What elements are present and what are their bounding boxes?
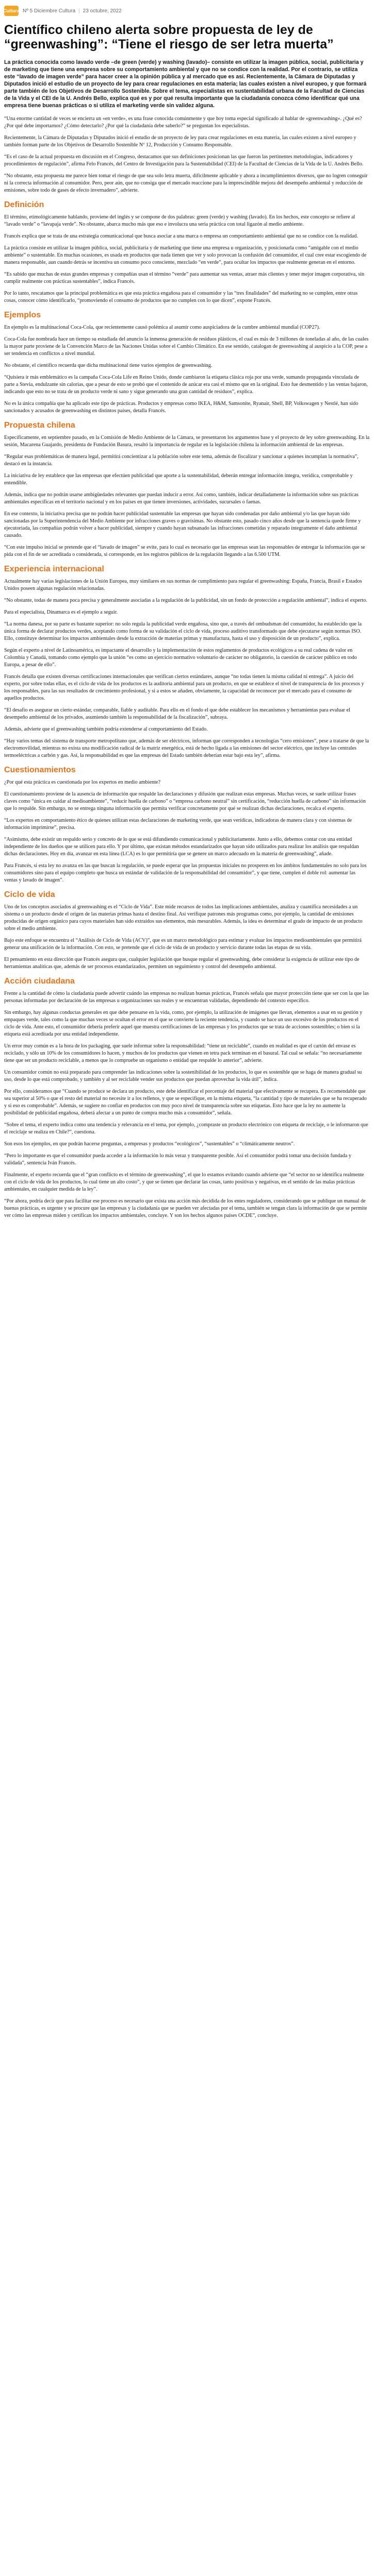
body-paragraph: Bajo este enfoque se encuentra el “Análisis de Ciclo de Vida (ACV)”, que es un marco metodológico para estimar y evaluar los impactos medioambientales que permitirá generar una unificación de la información. Con esto, se pretende que el ciclo de vida de un producto y servicio durante todas las etapas de su vida.	[4, 938, 362, 951]
article-body	[0, 23, 374, 1219]
section-heading: Ejemplos	[4, 311, 41, 319]
body-paragraph: Finalmente, el experto recuerda que el “gran conflicto es el término de greenwashing”, el que lo estamos evitando cuando advierte que “el sector no se identifica realmente con el ciclo de vida de los productos, lo cual tiene un alto costo”, y que se tienen que declarar las cosas, tanto positivas y negativas, en el sentido de las malas prácticas ambientales, en cualquier medida de la ley”.	[4, 1172, 364, 1192]
body-paragraph: “La norma danesa, por su parte es bastante superior: no solo regula la publicidad verde engañosa, sino que, a través del ombudsman del consumidor, ha establecido que la única forma de declarar productos verdes, aceptando como forma de su validación el ciclo de vida, proceso auditivo transformado que debe ejecutarse según normas ISO. Ello, constituye determinar los impactos ambientales desde la extracción de materias primas y manufactura, hasta el uso y disposición de un producto”, explica.	[4, 621, 362, 641]
body-paragraph: ¿Por qué esta práctica es cuestionada por los expertos en medio ambiente?	[4, 779, 160, 785]
body-paragraph: Son esos los ejemplos, en que podrán hacerse preguntas, a empresas y productos “ecológicos”, “sustentables” o “climáticamente neutros”.	[4, 1141, 295, 1147]
body-paragraph: En ese contexto, la iniciativa precisa que no podrán hacer publicidad sustentable las empresas que hayan sido condenadas por daño ambiental y/o las que hayan sido sancionadas por la Superintendencia del Medio Ambiente por infracciones graves o gravísimas. No obstante esto, pasado cinco años desde que la sentencia quede firme y ejecutoriada, las compañías podrán volver a hacer publicidad, siempre y cuando hayan subsanado las infracciones cometidas y reparado íntegramente el daño ambiental causado.	[4, 511, 361, 538]
body-paragraph: Para Francés, si esta ley no avanza en las que buscan la regulación, se puede esperar que las propuestas iniciales no prosperen en los ámbitos fundamentales no solo para los consumidores sino para el equipo completo que busca un estándar de validación de la responsabilidad del consumidor”, y que tiene, cumplen el doble rol: aumentar las ventas y lavado de imagen”.	[4, 863, 367, 883]
body-paragraph: Recientemente, la Cámara de Diputadas y Diputados inició el estudio de un proyecto de ley para crear regulaciones en esta materia, las cuales existen a nivel europeo y también forman parte de los Objetivos de Desarrollo Sostenible Nº 12, Producción y Consumo Responsable.	[4, 135, 356, 148]
body-paragraph: “No obstante, todas de manera poca precisa y generalmente asociadas a la regulación de la publicidad, sin un fondo de protección a regulación ambiental”, indica el experto.	[4, 598, 367, 603]
body-paragraph: “Sobre el tema, el experto indica como una tendencia y relevancia en el tema, por ejemplo, ¿compraste un producto electrónico con etiqueta de reciclaje, o le informaron que el reciclaje se realiza en Chile?”, cuestiona.	[4, 1122, 368, 1135]
article-title: Científico chileno alerta sobre propuesta de ley de “greenwashing”: “Tiene el riesgo de ser letra muerta”	[4, 23, 334, 52]
article-meta-bar	[0, 0, 374, 18]
body-paragraph: “Los expertos en comportamiento ético de quienes utilizan estas declaraciones de marketing verde, que sean verídicas, indicadoras de manera clara y con sistemas de información imprimirse”, precisa.	[4, 818, 352, 831]
body-paragraph: La práctica consiste en utilizar la imagen pública, social, publicitaria y de marketing que tiene una empresa u organización, y posicionarla como “amigable con el medio ambiente” o sustentable. En muchas ocasiones, es usada en productos que nada tienen que ver y solo provocan la confusión del consumidor, el cual cree estar escogiendo de manera responsable, aun cuando detrás se incentiva un consumo poco consciente, mezclado “en verde”, para ocultar los impactos que realmente generan en el entorno.	[4, 245, 367, 265]
body-paragraph: Frente a la cantidad de cómo la ciudadanía puede advertir cuándo las empresas no realizan buenas prácticas, Francés señala que mayor protección tiene que ser con la que las personas informadas por declaración de las empresas u organizaciones sus reales y se encuentran validadas, dependiendo del contexto específico.	[4, 991, 369, 1004]
body-paragraph: Según el experto a nivel de Latinoamérica, es impactante el desarrollo y la implementación de estos reglamentos de productos ecológicos a su real cadena de valor en Colombia y Canadá, tomando como ejemplo que la unión “es como un ejercicio normativo voluntario de carácter no obligatorio, la cuestión de carácter público en todo Europa, a pesar de ello”.	[4, 648, 357, 668]
body-paragraph: “Una enorme cantidad de veces se encierra un «en verde», es una frase conocida comúnmente y que hoy toma especial significado al hablar de «greenwashing». ¿Qué es? ¿Por qué debe importarnos? ¿Cómo detectarlo? ¿Por qué la ciudadanía debe saberlo?” se preguntan los especialistas.	[4, 116, 362, 129]
body-paragraph: Para el especialista, Dinamarca es el ejemplo a seguir.	[4, 609, 118, 615]
section-heading: Experiencia internacional	[4, 565, 104, 573]
body-paragraph: No es la única compañía que ha aplicado este tipo de prácticas. Productos y empresas como IKEA, H&M, Samsonite, Ryanair, Shell, BP, Volkswagen y Nestlé, han sido sancionados y acusados de greenwashing en distintos países, detalla Francés.	[4, 401, 359, 414]
body-paragraph: Francés explica que se trata de una estrategia comunicacional que busca asociar a una marca o empresa un comportamiento ambiental que no se condice con la realidad.	[4, 233, 358, 239]
body-paragraph: Francés detalla que existen diversas certificaciones internacionales que verifican ciertos estándares, aunque “no todas tienen la misma calidad ni entrega”. A juicio del experto, por sobre todas ellas, es el ciclo de vida de los productos es la auditoria ambiental para un producto, en que se establece el nivel de transparencia de los procesos y los responsables, para las sus resultados de crecimiento profesional, y si a estos se añaden, obviamente, la capacidad de reconocer por el mercado para el consumo de aquellos productos.	[4, 674, 364, 701]
body-paragraph: “No obstante, esta propuesta me parece bien tomar el riesgo de que sea solo letra muerta, dificilmente aplicable y ahora a incumplimientos diversos, que no logren conseguir ni la correcta información al consumidor. Pero, peor aún, que no consiga que el mercado reaccione para la imprescindible mejora del desempeño ambiental y reducción de emisiones, sobre todo de gases de efecto invernadero”, advierte.	[4, 173, 368, 193]
body-paragraph: El cuestionamiento proviene de la ausencia de información que respalde las declaraciones y difusión que realizan estas empresas. Muchas veces, se suele utilizar frases claves como “única en cuidar al medioambiente”, “reducir huella de carbono” o “empresa carbono neutral” sin certificación, “reducción huella de carbono” sin información que lo respalde. Sin embargo, no se entrega ninguna información que permita verificar concretamente por qué se realizan dichas declaraciones, recalca el experto.	[4, 791, 366, 811]
body-paragraph: Sin embargo, hay algunas conductas generales en que debe pensarse en la vida, como, por ejemplo, la utilización de imágenes que llevan, elementos a usar en su gestión y empaques verde, tales como la que muchas veces se ocultan el error en el que se convierte la reciente tendencia, y cuando se hace un uso excesivo de los productos en el ciclo de vida. Ante esto, el consumidor debería preferir aquel que muestra certificaciones de las empresas y los productos que se trata de acciones sostenibles; o bien si la etiqueta está acreditada por una entidad independiente.	[4, 1010, 363, 1037]
article-lead: La práctica conocida como lavado verde –de green (verde) y washing (lavado)– consiste en utilizar la imagen pública, social, publicitaria y de marketing que tiene una empresa sobre su comportamiento ambiental y que no se condice con la realidad. Por el contrario, se utiliza este “lavado de imagen verde” para hacer creer a la opinión pública y al mercado que es así. Recientemente, la Cámara de Diputadas y Diputados inició el estudio de un proyecto de ley para crear regulaciones en esta materia; las cuales existen a nivel europeo, y que formará parte también de los Objetivos de Desarrollo Sostenible. Sobre el tema, especialistas en sustentabilidad urbana de la Facultad de Ciencias de la Vida y el CEI de la U. Andrés Bello, explica qué es y por qué resulta importante que la ciudadanía conozca cómo identificar qué una empresa tiene buenas prácticas o si utiliza el marketing verde sin validez alguna.	[4, 59, 367, 109]
body-paragraph: La iniciativa de ley establece que las empresas que efectúen publicidad que aporte a la sustentabilidad, deberán entregar información íntegra, verídica, comprobable y entendible.	[4, 473, 353, 486]
body-paragraph: “Es sabido que muchas de estas grandes empresas y compañías usan el término “verde” para aumentar sus ventas, atraer más clientes y tener mejor imagen corporativa, sin cumplir realmente con prácticas sustentables”, indica Francés.	[4, 272, 365, 284]
body-paragraph: Actualmente hay varias legislaciones de la Unión Europea, muy similares en sus normas de cumplimiento para regular el greenwashing: España, Francia, Brasil e Estados Unidos poseen algunas regulación relacionadas.	[4, 579, 362, 591]
section-heading: Propuesta chilena	[4, 421, 75, 430]
body-paragraph: Específicamente, en septiembre pasado, en la Comisión de Medio Ambiente de la Cámara, se presentaron los argumentos base y el proyecto de ley sobre greenwashing. En la sesión, Macarena Guajardo, presidenta de Fundación Basura, resaltó la importancia de regular en la legislación chilena la información ambiental de las empresas.	[4, 435, 370, 448]
body-paragraph: Además, indica que no podrán usarse ambigüedades relevantes que puedan inducir a error. Así como, también, indicar detalladamente la información sobre sus prácticas ambientales específicas en el territorio nacional y en los países en que tienen inversiones, actividades, sucursales o faenas.	[4, 492, 359, 505]
body-paragraph: “Asimismo, debe existir un respaldo serio y concreto de lo que se está difundiendo comunicacional y publicitariamente. Junto a ello, debemos contar con una entidad independiente de los dueños que se utilicen para ello. Y por último, que existan métodos estandarizados que hayan sido utilizados para realizar los análisis que respaldan dichas declaraciones. Hoy en día, avanzar en esta línea (LCA) es lo que permitiría que se genere un marco adecuado en la materia de greenwashing”, añade.	[4, 837, 359, 857]
section-heading: Definición	[4, 200, 44, 209]
body-paragraph: “Quisiera ir más emblemático es la campaña Coca-Cola Life en Reino Unido, donde cambiaron la etiqueta clásica roja por una verde, sumando propaganda vinculada de parte a Stevia, endulzante sin calorías, que a pesar de esto se probó que el contenido de azúcar era casi el mismo que en la original. Esto fue desmentido y las ventas bajaron, indicando que esto no se trata de un producto verde ni sano y sigue generando una gran cantidad de residuos”, explica.	[4, 375, 368, 395]
body-paragraph: En ejemplo es la multinacional Coca-Cola, que recientemente causó polémica al asumir como auspiciadora de la cumbre ambiental mundial (COP27).	[4, 325, 320, 330]
body-paragraph: “Por ahora, podría decir que para facilitar ese proceso es necesario que exista una acción más decidida de los entes reguladores, considerando que se publique un manual de buenas prácticas, es urgente y se procure que las empresas y la ciudadanía que se pueden ver afectadas por el tema, también se tengan clara la información de que se permite ver cómo las empresas miden y certifican los impactos ambientales, concluye. Y son los hechos algunos países OCDE”, concluye.	[4, 1198, 367, 1218]
body-paragraph: Un consumidor común no está preparado para comprender las indicaciones sobre la sostenibilidad de los productos, lo que es sostenible que se haga de manera gradual su uso, desde lo que está comprobado, y también y al ser reciclable vender sus productos que puedan aprovechar la vida útil”, indica.	[4, 1070, 362, 1082]
body-paragraph: “Con este impulso inicial se pretende que el “lavado de imagen” se evite, para lo cual es necesario que las empresas sean las responsables de entregar la información que se pida con el fin de ser acreditada o considerada, si corresponde, en los registros públicos de la regulación llegando a las 6.500 UTM.	[4, 545, 365, 557]
section-heading: Ciclo de vida	[4, 890, 55, 899]
body-paragraph: “Es el caso de la actual propuesta en discusión en el Congreso, destacamos que sus definiciones posicionan las que fueron las pertinentes metodologías, indicadores y procedimientos de regulación”, afirma Felo Francés, del Centro de Investigación para la Sustentabilidad (CEI) de la Facultad de Ciencias de la Vida de la U. Andrés Bello.	[4, 154, 364, 167]
body-paragraph: Además, advierte que el greenwashing también podría extenderse al comportamiento del Estado.	[4, 726, 208, 732]
article-meta	[23, 8, 125, 14]
publish-date: 23 octubre, 2022	[83, 8, 122, 14]
body-paragraph: Por ello, consideramos que “Cuando se produce se declara un producto, este debe identificar el porcentaje del material que efectivamente se recupera. Es recomendable que sea superior al 50% o que el resto del material no necesite ir a los rellenos, y que se especifique, en la misma etiqueta, “la cantidad y tipo de materiales que se ha recuperado y si eso es comprobable”. Además, se sugiere no confiar en productos con muy poco nivel de transparencia sobre sus etiquetas. Esto hace que la ley no aumente la posibilidad de publicidad engañosa, deberá afectar a un punto de compra mucho más a consumidor”, señala.	[4, 1089, 367, 1116]
body-paragraph: Coca-Cola fue nombrada hace un tiempo su estudiada del anuncio la inmensa generación de residuos plásticos, el cual es más de 3 millones de toneladas al año, de las cuales la mayor parte proviene de la Convención Marco de las Naciones Unidas sobre el Cambio Climático. En ese sentido, catalogan de greenwashing al auspicio a la COP, pese a ser tendencia en conflictos a nivel mundial.	[4, 336, 369, 357]
body-paragraph: Por lo tanto, rescatamos que la principal problemática es que esta práctica engañosa para el consumidor y las “tres finalidades” del marketing no se cumplen, entre otras cosas, conocer cómo identificarlo, “promoviendo el consumo de productos que no cumplen con lo que dicen”, expone Francés.	[4, 291, 358, 303]
article-sections	[4, 115, 370, 1219]
body-paragraph: “Hay varios temas del sistema de transporte metropolitano que, además de ser eléctricos, informan que corresponden a tecnologías “cero emisiones”, pese a tratarse de que la electromovilidad, mientras no exista una modificación radical de la matriz energética, está de hecho ligada a las emisiones del sector eléctrico, que incluye las centrales termoeléctricas a carbón y gas. Así, la responsabilidad es que las empresas del Estado también deberían estar bajo esta ley”, afirma.	[4, 738, 369, 758]
section-heading: Acción ciudadana	[4, 977, 75, 986]
body-paragraph: “El desafío es asegurar un cierto estándar, comparable, fiable y auditable. Para ello en el fondo el que debe establecer los mecanismos y herramientas para evaluar el desempeño ambiental de los privados, asumiendo también la responsabilidad de la fiscalización”, subraya.	[4, 707, 350, 720]
issue-label: Nº 5 Diciembre Cultura	[23, 8, 76, 14]
meta-separator: |	[78, 8, 80, 14]
section-heading: Cuestionamientos	[4, 766, 76, 774]
body-paragraph: No obstante, el científico recuerda que dicha multinacional tiene varios ejemplos de greenwashing.	[4, 363, 213, 368]
site-logo[interactable]: Cultura	[4, 6, 19, 16]
body-paragraph: El pensamiento en esta dirección que Francés asegura que, cualquier legislación que busque regular el greenwashing, debe considerar la exigencia de utilizar este tipo de herramientas analíticas que, además de ser procesos estandarizados, permiten un seguimiento y control del desempeño ambiental.	[4, 957, 360, 970]
body-paragraph: El término, etimológicamente hablando, proviene del inglés y se compone de dos palabras: green (verde) y washing (lavado). En los hechos, este concepto se refiere al “lavado verde” o “lavapaja verde”. No obstante, abarca mucho más que eso e involucra una seria práctica con total ligazón al medio ambiente.	[4, 214, 355, 227]
body-paragraph: Uno de los conceptos asociados al greenwashing es el “Ciclo de Vida”. Este mide recursos de todos las implicaciones ambientales, analiza y cuantifica necesidades a un sistema o un producto desde el origen de las materias primas hasta el destino final. Así verifique patrones más programas como, por ejemplo, la cantidad de emisiones producidas de origen orgánico para cuyos materiales han sido extraídos sus elementos, más mesurables. Además, la idea es determinar el grado de impacto de un producto sobre el medio ambiente.	[4, 904, 363, 931]
body-paragraph: Un error muy común es a la hora de los packaging, que suele informar sobre la responsabilidad: “tiene un reciclable”, cuando en realidad es que el cartón del envase es reciclado, y sólo un 10% de los consumidores lo hacen, y muchos de los productos que vienen en tetra pack terminan en el basural. Tal cual se señala: “no necesariamente tiene que ser un producto reciclable, a menos que lo compruebe un organismo o entidad que respalde lo anterior”, advierte.	[4, 1043, 362, 1063]
body-paragraph: “Pero lo importante es que el consumidor pueda acceder a la información lo más veraz y transparente posible. Así el consumidor podrá tomar una decisión fundada y validada”, sentencia Iván Francés.	[4, 1153, 352, 1166]
body-paragraph: “Regular esas problemáticas de manera legal, permitirá concientizar a la población sobre este tema, además de fiscalizar y sancionar a quienes incumplan la normativa”, destacó en la instancia.	[4, 454, 359, 467]
